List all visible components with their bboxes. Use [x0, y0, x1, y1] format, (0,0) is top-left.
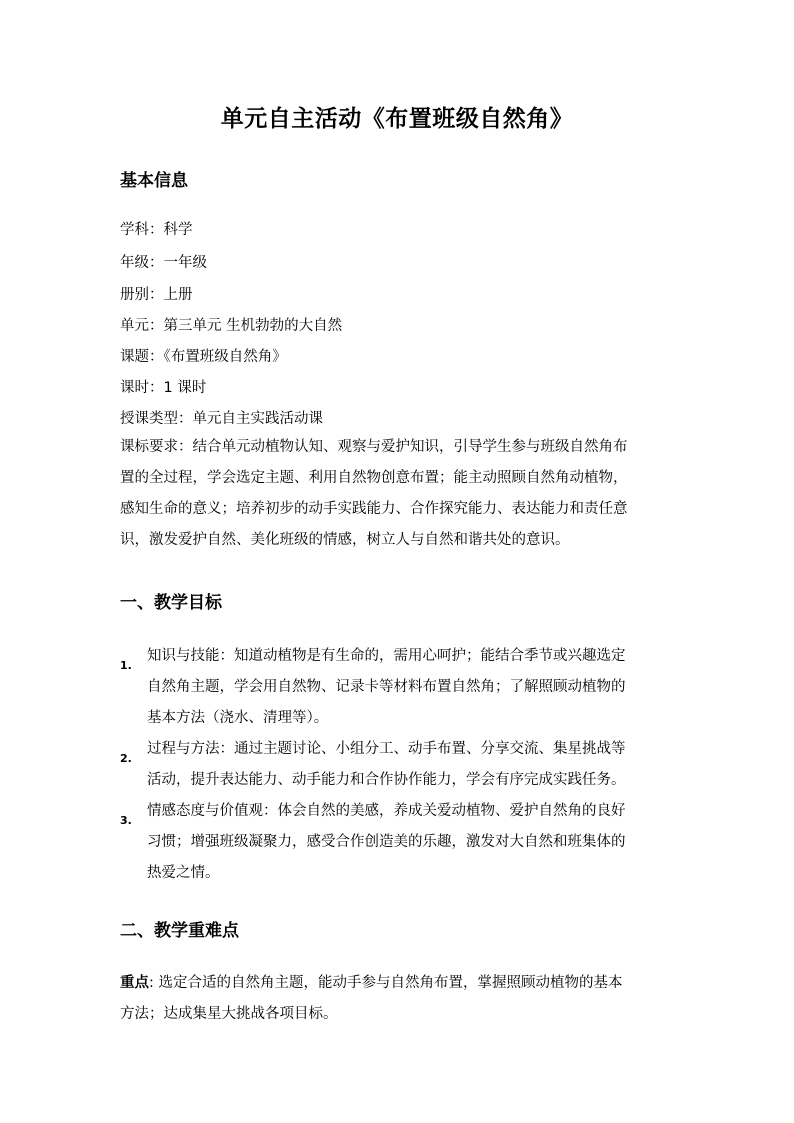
- goal-text: [147, 641, 687, 734]
- standard-line: 识，激发爱护自然、美化班级的情感，树立人与自然和谐共处的意识。: [120, 532, 570, 548]
- goal-line: 知识与技能：知道动植物是有生命的，需用心呵护；能结合季节或兴趣选定: [147, 648, 626, 664]
- goal-item: [120, 641, 680, 734]
- key-point-label: 重点: [120, 975, 149, 991]
- standard-line: 感知生命的意义；培养初步的动手实践能力、合作探究能力、表达能力和责任意: [120, 501, 628, 517]
- standard-line: 置的全过程，学会选定主题、利用自然物创意布置；能主动照顾自然角动植物，: [120, 470, 628, 486]
- standard-line: 课标要求：结合单元动植物认知、观察与爱护知识，引导学生参与班级自然角布: [120, 439, 628, 455]
- info-topic: 课题：《布置班级自然角》: [120, 349, 287, 365]
- goal-item: [120, 796, 680, 889]
- goal-text: [147, 796, 687, 889]
- key-point-line: [120, 968, 685, 999]
- goal-line: 热爱之情。: [147, 865, 220, 881]
- info-grade: 年级：一年级: [120, 255, 207, 271]
- key-point-line: 方法；达成集星大挑战各项目标。: [120, 1006, 338, 1022]
- document-title: 单元自主活动《布置班级自然角》: [220, 106, 574, 132]
- section-heading-key-points: 二、教学重难点: [120, 921, 239, 941]
- goal-line: 自然角主题，学会用自然物、记录卡等材料布置自然角；了解照顾动植物的: [147, 679, 626, 695]
- goal-text: [147, 734, 687, 796]
- goal-number: 1.: [120, 659, 132, 672]
- section-heading-teaching-goals: 一、教学目标: [120, 593, 222, 613]
- info-lesson-type: 授课类型：单元自主实践活动课: [120, 411, 323, 427]
- key-point-text: : 选定合适的自然角主题，能动手参与自然角布置，掌握照顾动植物的基本: [149, 975, 623, 991]
- goal-item: [120, 734, 680, 796]
- info-hours: 课时：1 课时: [120, 380, 207, 396]
- goal-line: 基本方法（浇水、清理等）。: [147, 710, 329, 726]
- goal-line: 情感态度与价值观：体会自然的美感，养成关爱动植物、爱护自然角的良好: [147, 803, 626, 819]
- goal-number: 3.: [120, 814, 132, 827]
- goal-line: 习惯；增强班级凝聚力，感受合作创造美的乐趣，激发对大自然和班集体的: [147, 834, 626, 850]
- key-point-paragraph: [120, 968, 685, 1030]
- info-unit: 单元：第三单元 生机勃勃的大自然: [120, 318, 343, 334]
- goal-line: 过程与方法：通过主题讨论、小组分工、动手布置、分享交流、集星挑战等: [147, 741, 626, 757]
- basic-info-heading: 基本信息: [120, 171, 188, 191]
- goal-line: 活动，提升表达能力、动手能力和合作协作能力，学会有序完成实践任务。: [147, 772, 626, 788]
- info-subject: 学科：科学: [120, 222, 193, 238]
- info-volume: 册别：上册: [120, 287, 193, 303]
- goal-number: 2.: [120, 752, 132, 765]
- curriculum-standard-paragraph: [120, 432, 685, 556]
